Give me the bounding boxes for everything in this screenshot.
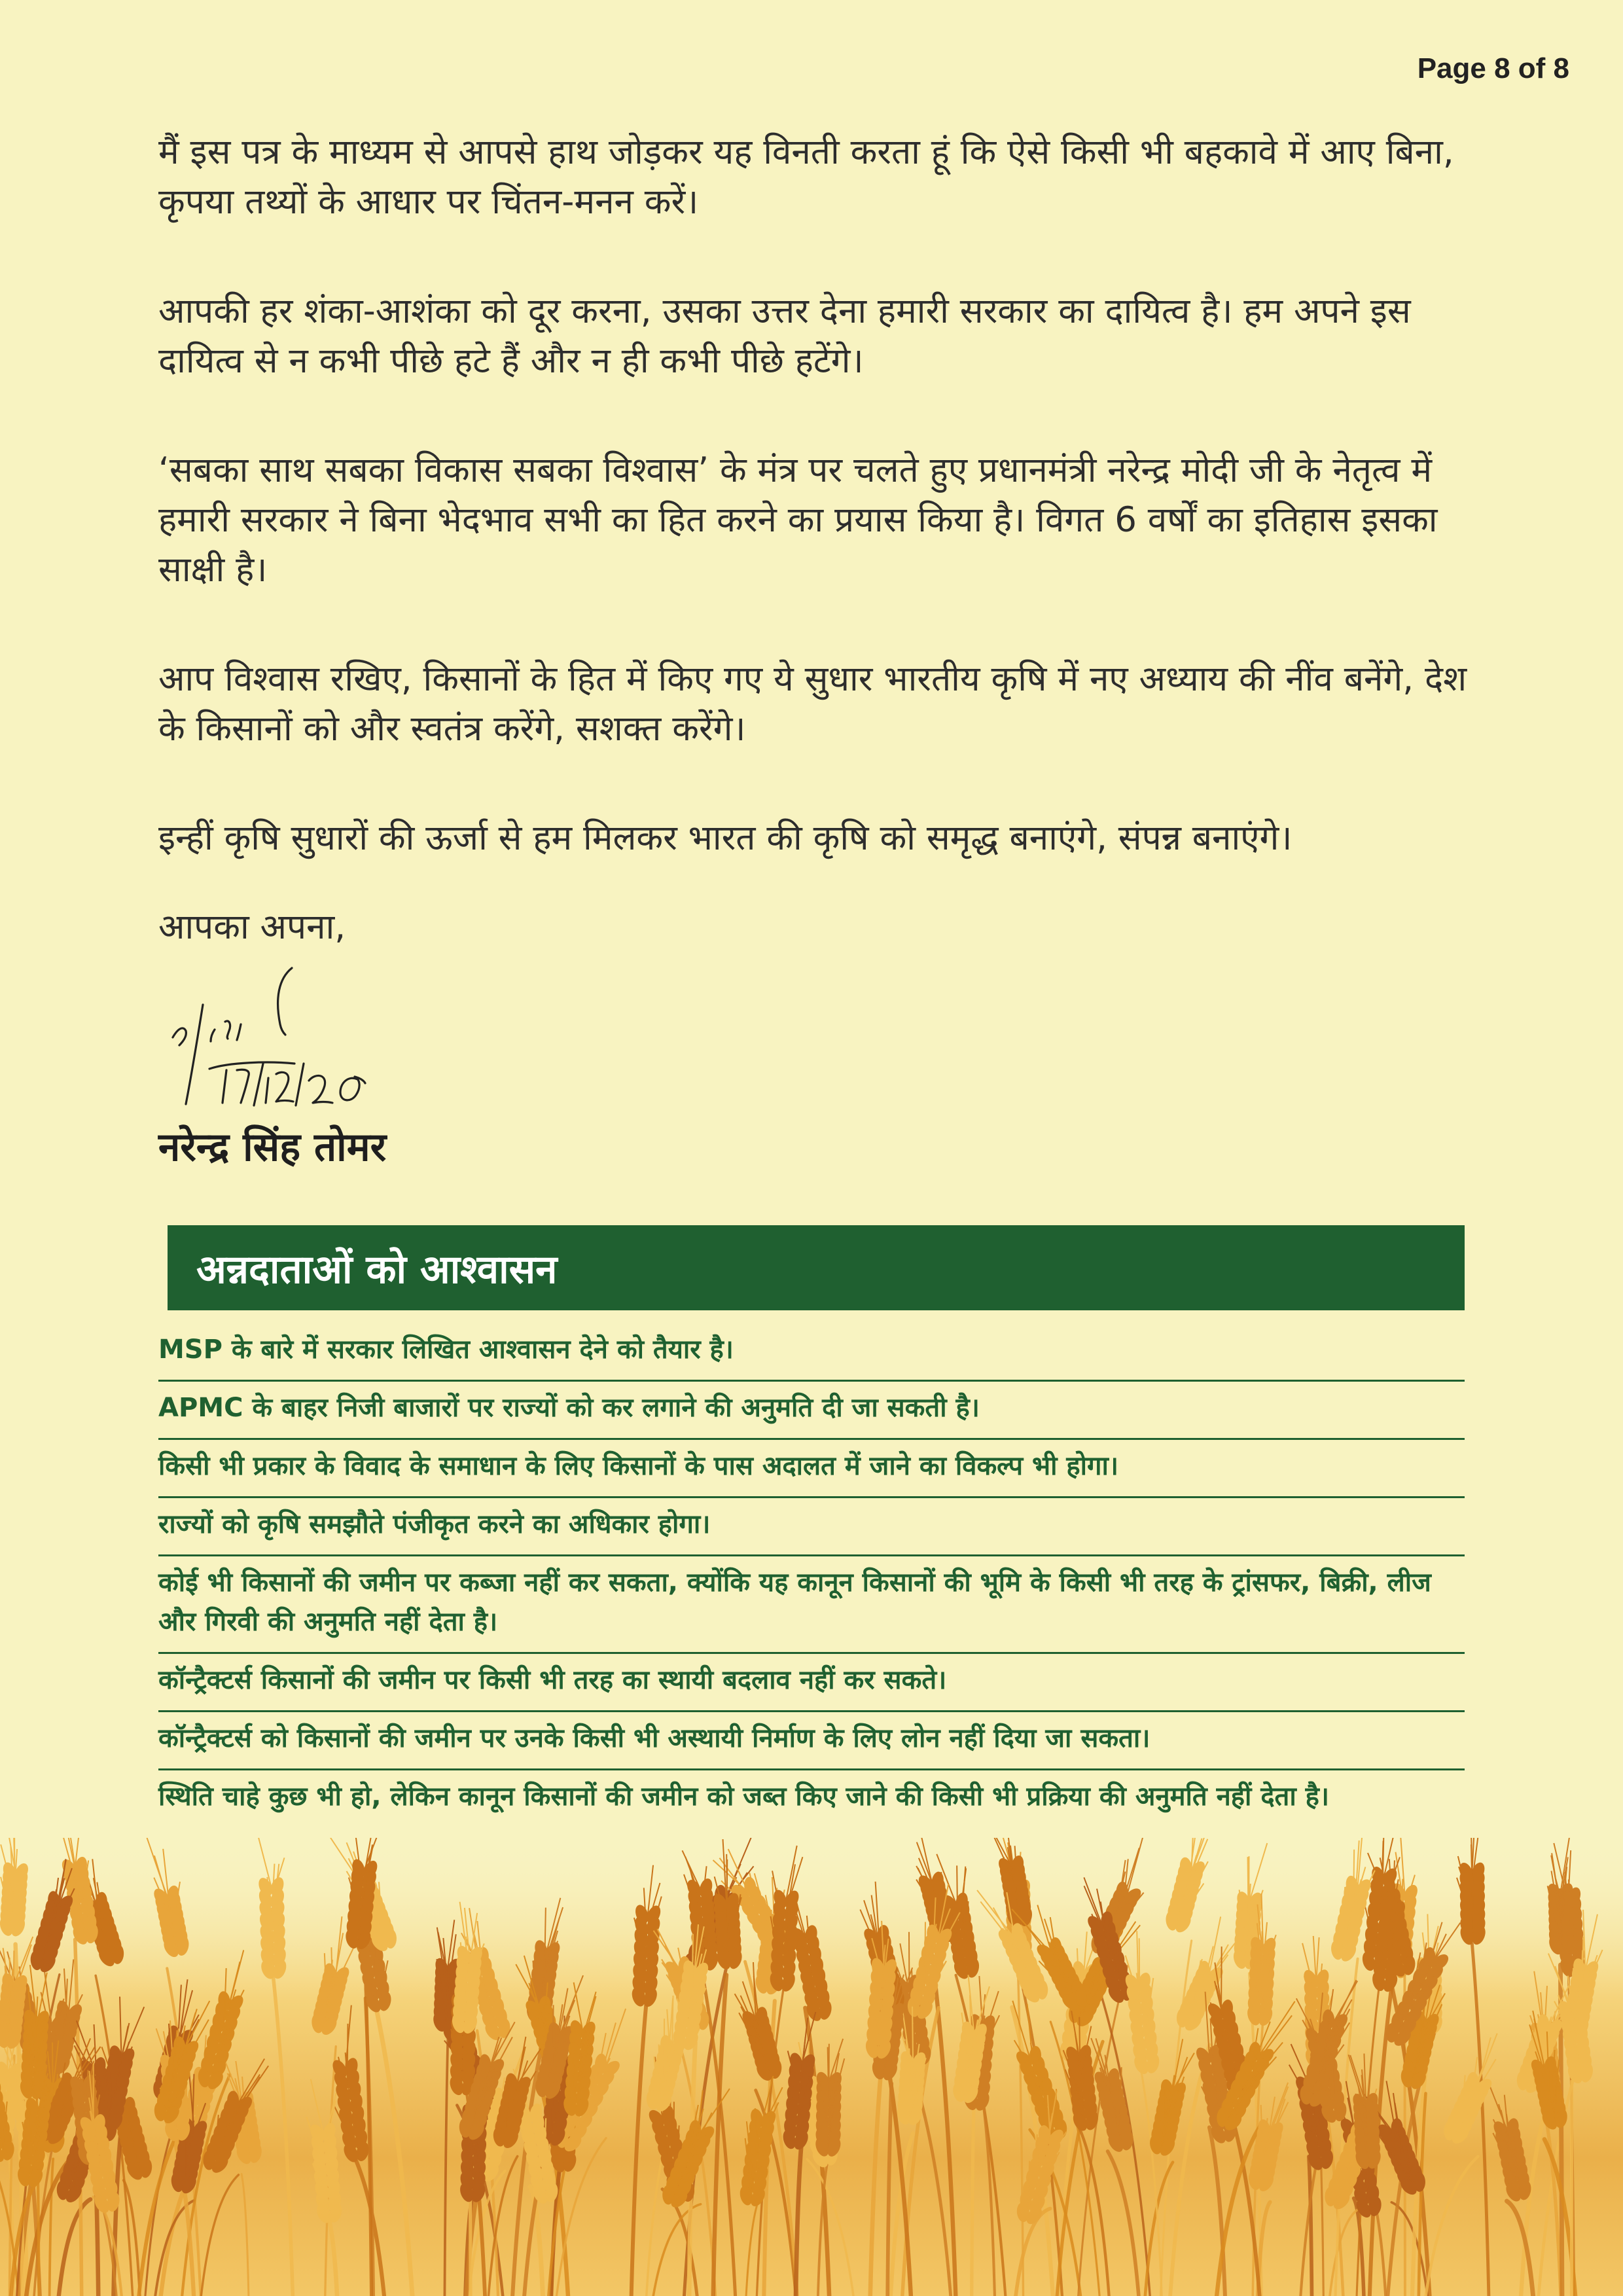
assurance-item: किसी भी प्रकार के विवाद के समाधान के लिए किसानों के पास अदालत में जाने का विकल्प भी होगा। bbox=[158, 1440, 1465, 1498]
page-number: Page 8 of 8 bbox=[1417, 52, 1569, 84]
assurance-title: अन्नदाताओं को आश्वासन bbox=[196, 1247, 558, 1293]
assurance-item: राज्यों को कृषि समझौते पंजीकृत करने का अधिकार होगा। bbox=[158, 1498, 1465, 1556]
letter-closing: आपका अपना, bbox=[158, 907, 346, 947]
assurance-item: APMC के बाहर निजी बाजारों पर राज्यों को कर लगाने की अनुमति दी जा सकती है। bbox=[158, 1382, 1465, 1440]
letter-paragraph: आपकी हर शंका-आशंका को दूर करना, उसका उत्तर देना हमारी सरकार का दायित्व है। हम अपने इस दायित्व से न कभी पीछे हटे हैं और न ही कभी पीछे हटेंगे। bbox=[158, 291, 1411, 381]
assurance-item: स्थिति चाहे कुछ भी हो, लेकिन कानून किसानों की जमीन को जब्त किए जाने की किसी भी प्रक्रिया की अनुमति नहीं देता है। bbox=[158, 1782, 1330, 1812]
assurance-item: कॉन्ट्रैक्टर्स किसानों की जमीन पर किसी भी तरह का स्थायी बदलाव नहीं कर सकते। bbox=[158, 1654, 1465, 1712]
signer-name: नरेन्द्र सिंह तोमर bbox=[158, 1124, 387, 1170]
wheat-field-illustration bbox=[0, 1838, 1623, 2296]
handwritten-signature bbox=[164, 965, 412, 1116]
letter-paragraph: ‘सबका साथ सबका विकास सबका विश्वास’ के मंत्र पर चलते हुए प्रधानमंत्री नरेन्द्र मोदी जी के नेतृत्व में हमारी सरकार ने बिना भेदभाव सभी का हित करने का प्रयास किया है। विगत 6 वर्षों का इतिहास इसका साक्षी है। bbox=[158, 450, 1438, 590]
assurance-item: कॉन्ट्रैक्टर्स को किसानों की जमीन पर उनके किसी भी अस्थायी निर्माण के लिए लोन नहीं दिया जा सकता। bbox=[158, 1712, 1465, 1770]
letter-body bbox=[158, 128, 1467, 1172]
letter-paragraph: मैं इस पत्र के माध्यम से आपसे हाथ जोड़कर यह विनती करता हूं कि ऐसे किसी भी बहकावे में आए बिना, कृपया तथ्यों के आधार पर चिंतन-मनन करें। bbox=[158, 132, 1454, 222]
assurance-list bbox=[158, 1323, 1465, 1827]
assurance-section-header bbox=[161, 1225, 1465, 1310]
assurance-item: MSP के बारे में सरकार लिखित आश्वासन देने को तैयार है। bbox=[158, 1323, 1465, 1382]
assurance-item: कोई भी किसानों की जमीन पर कब्जा नहीं कर सकता, क्योंकि यह कानून किसानों की भूमि के किसी भी तरह के ट्रांसफर, बिक्री, लीज और गिरवी की अनुमति नहीं देता है। bbox=[158, 1556, 1465, 1654]
letter-paragraph: आप विश्वास रखिए, किसानों के हित में किए गए ये सुधार भारतीय कृषि में नए अध्याय की नींव बनेंगे, देश के किसानों को और स्वतंत्र करेंगे, सशक्त करेंगे। bbox=[158, 659, 1467, 749]
letter-paragraph: इन्हीं कृषि सुधारों की ऊर्जा से हम मिलकर भारत की कृषि को समृद्ध बनाएंगे, संपन्न बनाएंगे। bbox=[158, 818, 1293, 858]
